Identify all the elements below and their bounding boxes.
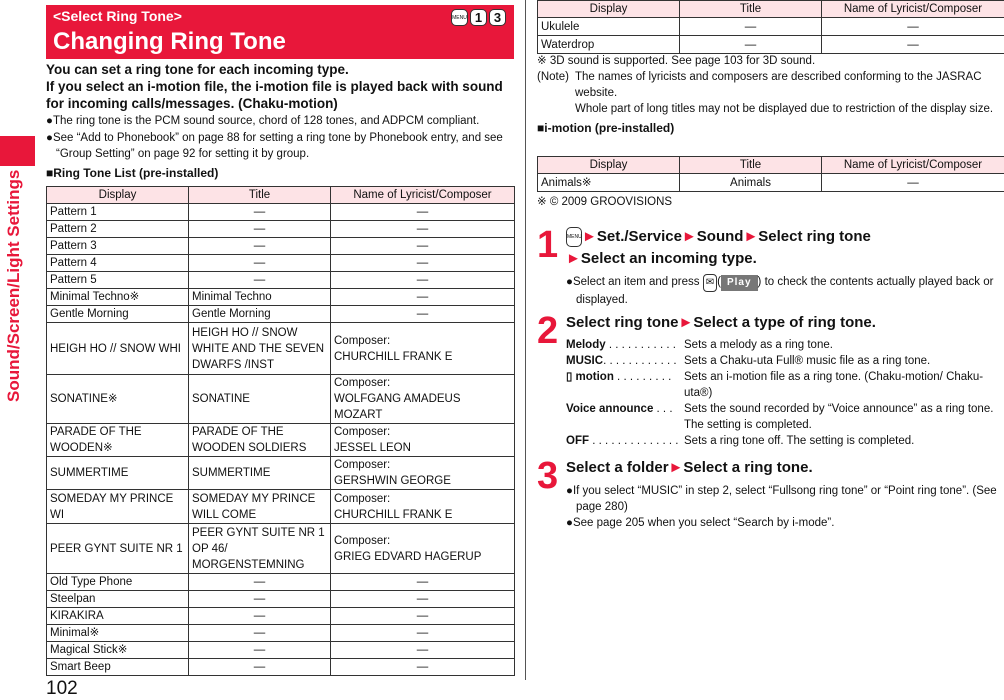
- step-path: Select a ring tone.: [683, 459, 812, 476]
- table-row: [47, 490, 515, 524]
- table-cell: —: [331, 625, 515, 642]
- table-cell: —: [331, 238, 515, 255]
- table-row: [47, 424, 515, 457]
- col-header: Title: [189, 187, 331, 204]
- definition-row: [566, 369, 1004, 401]
- section-heading: ■i-motion (pre-installed): [537, 120, 1004, 136]
- table-cell: SOMEDAY MY PRINCE WI: [47, 490, 189, 524]
- table-cell: —: [189, 625, 331, 642]
- table-cell: PARADE OF THE WOODEN SOLDIERS: [189, 424, 331, 457]
- table-row: [47, 591, 515, 608]
- table-cell: SONATINE: [189, 375, 331, 424]
- definition-row: [566, 353, 1004, 369]
- step-2: [537, 312, 1004, 449]
- mail-key-icon: ✉: [703, 274, 717, 292]
- table-cell: —: [189, 238, 331, 255]
- col-header: Name of Lyricist/Composer: [331, 187, 515, 204]
- notes: [537, 53, 1004, 136]
- step-path: Select ring tone: [758, 228, 871, 245]
- bullet: ●Select an item and press: [566, 276, 703, 288]
- table-cell: Gentle Morning: [189, 306, 331, 323]
- intro: [46, 61, 516, 180]
- definition-term: Melody . . . . . . . . . . .: [566, 337, 684, 353]
- step-path: Select a folder: [566, 459, 669, 476]
- table-cell: —: [822, 174, 1004, 192]
- table-cell: Old Type Phone: [47, 574, 189, 591]
- table-cell: —: [822, 36, 1004, 54]
- table-cell: Gentle Morning: [47, 306, 189, 323]
- bullet: ●If you select “MUSIC” in step 2, select “Fullsong ring tone” or “Point ring tone”. (See page 280): [566, 483, 1004, 515]
- table-cell: —: [331, 608, 515, 625]
- ring-tone-table-continued: [537, 0, 1004, 54]
- table-cell: Pattern 4: [47, 255, 189, 272]
- table-row: [47, 375, 515, 424]
- col-header: Name of Lyricist/Composer: [822, 157, 1004, 174]
- side-chapter-label: Sound/Screen/Light Settings: [4, 170, 34, 590]
- table-cell: HEIGH HO // SNOW WHI: [47, 323, 189, 375]
- arrow-icon: ►: [679, 314, 694, 331]
- arrow-icon: ►: [669, 459, 684, 476]
- table-cell: Composer: JESSEL LEON: [331, 424, 515, 457]
- table-cell: —: [189, 204, 331, 221]
- arrow-icon: ►: [582, 228, 597, 245]
- step-path: Set./Service: [597, 228, 682, 245]
- step-number: 2: [537, 312, 558, 350]
- step-path: Select ring tone: [566, 314, 679, 331]
- table-cell: Composer: WOLFGANG AMADEUS MOZART: [331, 375, 515, 424]
- table-row: [47, 221, 515, 238]
- table-row: [538, 174, 1004, 192]
- table-row: [47, 289, 515, 306]
- table-cell: HEIGH HO // SNOW WHITE AND THE SEVEN DWARFS /INST: [189, 323, 331, 375]
- table-cell: Waterdrop: [538, 36, 680, 54]
- col-header: Display: [47, 187, 189, 204]
- table-cell: —: [189, 574, 331, 591]
- column-divider: [525, 0, 526, 680]
- page-header: [46, 5, 514, 59]
- table-row: [47, 524, 515, 574]
- table-cell: Steelpan: [47, 591, 189, 608]
- definition-desc: Sets the sound recorded by “Voice announce” as a ring tone. The setting is completed.: [684, 401, 1004, 433]
- bullet: ●See page 205 when you select “Search by i-mode”.: [566, 515, 1004, 531]
- table-cell: Smart Beep: [47, 659, 189, 676]
- table-cell: Magical Stick※: [47, 642, 189, 659]
- table-cell: Pattern 2: [47, 221, 189, 238]
- table-cell: —: [189, 659, 331, 676]
- definition-row: [566, 401, 1004, 433]
- table-cell: —: [331, 289, 515, 306]
- key-1-icon: 1: [470, 9, 487, 26]
- step-1: 1 MENU►Set./Service►Sound►Select ring tone ►Select an incoming type. ●Select an item and press ✉ ( Play ) to check the contents actually played back or displayed.: [537, 226, 1004, 308]
- step-path: Select a type of ring tone.: [693, 314, 876, 331]
- table-cell: Minimal※: [47, 625, 189, 642]
- table-row: [47, 608, 515, 625]
- header-subtitle: <Select Ring Tone>: [53, 8, 182, 24]
- note-text: The names of lyricists and composers are described conforming to the JASRAC website.: [575, 69, 1004, 101]
- table-row: [47, 323, 515, 375]
- table-row: [47, 625, 515, 642]
- table-row: [47, 306, 515, 323]
- bullet: ●See “Add to Phonebook” on page 88 for setting a ring tone by Phonebook entry, and see “Group Setting” on page 92 for setting it by group.: [46, 130, 516, 162]
- table-row: [47, 272, 515, 289]
- section-tab: [0, 136, 35, 166]
- table-row: [538, 18, 1004, 36]
- table-cell: —: [189, 221, 331, 238]
- table-cell: —: [331, 272, 515, 289]
- definition-desc: Sets a ring tone off. The setting is completed.: [684, 433, 914, 449]
- definition-desc: Sets a melody as a ring tone.: [684, 337, 833, 353]
- table-cell: —: [331, 255, 515, 272]
- col-header: Title: [680, 1, 822, 18]
- table-cell: Pattern 1: [47, 204, 189, 221]
- table-cell: Minimal Techno※: [47, 289, 189, 306]
- page-title: Changing Ring Tone: [53, 28, 286, 56]
- table-cell: —: [189, 591, 331, 608]
- table-cell: Ukulele: [538, 18, 680, 36]
- table-cell: —: [189, 272, 331, 289]
- table-row: [47, 642, 515, 659]
- key-3-icon: 3: [489, 9, 506, 26]
- note-label: (Note): [537, 69, 575, 117]
- table-cell: Animals: [680, 174, 822, 192]
- intro-lead: You can set a ring tone for each incoming type.: [46, 61, 516, 78]
- table-cell: —: [680, 18, 822, 36]
- table-cell: —: [331, 642, 515, 659]
- table-cell: SUMMERTIME: [47, 457, 189, 490]
- table-cell: PEER GYNT SUITE NR 1 OP 46/ MORGENSTEMNING: [189, 524, 331, 574]
- definition-term: ▯ motion . . . . . . . . .: [566, 369, 684, 401]
- play-softkey: Play: [721, 275, 758, 291]
- menu-key-icon: MENU: [566, 227, 582, 247]
- col-header: Display: [538, 157, 680, 174]
- table-cell: Composer: GRIEG EDVARD HAGERUP: [331, 524, 515, 574]
- col-header: Title: [680, 157, 822, 174]
- definition-row: [566, 337, 1004, 353]
- note-text: Whole part of long titles may not be displayed due to restriction of the display size.: [575, 101, 1004, 117]
- arrow-icon: ►: [743, 228, 758, 245]
- table-cell: PARADE OF THE WOODEN※: [47, 424, 189, 457]
- col-header: Name of Lyricist/Composer: [822, 1, 1004, 18]
- definition-term: MUSIC. . . . . . . . . . . .: [566, 353, 684, 369]
- table-row: [47, 574, 515, 591]
- table-cell: Composer: CHURCHILL FRANK E: [331, 323, 515, 375]
- definition-term: OFF . . . . . . . . . . . . . .: [566, 433, 684, 449]
- table-cell: —: [189, 255, 331, 272]
- table-cell: SONATINE※: [47, 375, 189, 424]
- table-cell: —: [331, 204, 515, 221]
- table-cell: SUMMERTIME: [189, 457, 331, 490]
- table-row: [47, 457, 515, 490]
- definition-desc: Sets a Chaku-uta Full® music file as a ring tone.: [684, 353, 930, 369]
- table-cell: Pattern 5: [47, 272, 189, 289]
- step-number: 3: [537, 457, 558, 495]
- definition-term: Voice announce . . .: [566, 401, 684, 433]
- table-cell: Composer: GERSHWIN GEORGE: [331, 457, 515, 490]
- bullet: to check the contents actually played back or displayed.: [576, 276, 993, 306]
- copyright: ※ © 2009 GROOVISIONS: [537, 194, 672, 208]
- table-row: [47, 238, 515, 255]
- intro-lead: If you select an i-motion file, the i-motion file is played back with sound for incoming calls/messages. (Chaku-motion): [46, 78, 516, 112]
- table-cell: —: [331, 591, 515, 608]
- table-cell: Composer: CHURCHILL FRANK E: [331, 490, 515, 524]
- step-number: 1: [537, 226, 558, 264]
- table-cell: Minimal Techno: [189, 289, 331, 306]
- page-number: 102: [46, 678, 78, 700]
- table-row: [538, 36, 1004, 54]
- table-cell: PEER GYNT SUITE NR 1: [47, 524, 189, 574]
- bullet: ●The ring tone is the PCM sound source, chord of 128 tones, and ADPCM compliant.: [46, 113, 516, 129]
- table-row: [47, 659, 515, 676]
- table-row: [47, 204, 515, 221]
- step-3: [537, 457, 1004, 531]
- section-heading: ■Ring Tone List (pre-installed): [46, 166, 516, 180]
- definition-desc: Sets an i-motion file as a ring tone. (Chaku-motion/ Chaku-uta®): [684, 369, 1004, 401]
- table-cell: —: [331, 659, 515, 676]
- definition-row: [566, 433, 1004, 449]
- table-cell: Animals※: [538, 174, 680, 192]
- ring-tone-table: [46, 186, 515, 676]
- table-cell: —: [331, 306, 515, 323]
- col-header: Display: [538, 1, 680, 18]
- table-cell: Pattern 3: [47, 238, 189, 255]
- table-cell: —: [680, 36, 822, 54]
- 3d-note: ※ 3D sound is supported. See page 103 for 3D sound.: [537, 53, 1004, 69]
- table-row: [47, 255, 515, 272]
- table-cell: —: [189, 642, 331, 659]
- table-cell: —: [189, 608, 331, 625]
- table-cell: —: [331, 221, 515, 238]
- step-path: Select an incoming type.: [581, 250, 757, 267]
- table-cell: —: [822, 18, 1004, 36]
- table-cell: KIRAKIRA: [47, 608, 189, 625]
- step-path: Sound: [697, 228, 744, 245]
- table-cell: SOMEDAY MY PRINCE WILL COME: [189, 490, 331, 524]
- menu-key-icon: MENU: [451, 9, 468, 26]
- arrow-icon: ►: [566, 250, 581, 267]
- key-sequence: [451, 9, 506, 26]
- table-cell: —: [331, 574, 515, 591]
- imotion-table: [537, 156, 1004, 192]
- arrow-icon: ►: [682, 228, 697, 245]
